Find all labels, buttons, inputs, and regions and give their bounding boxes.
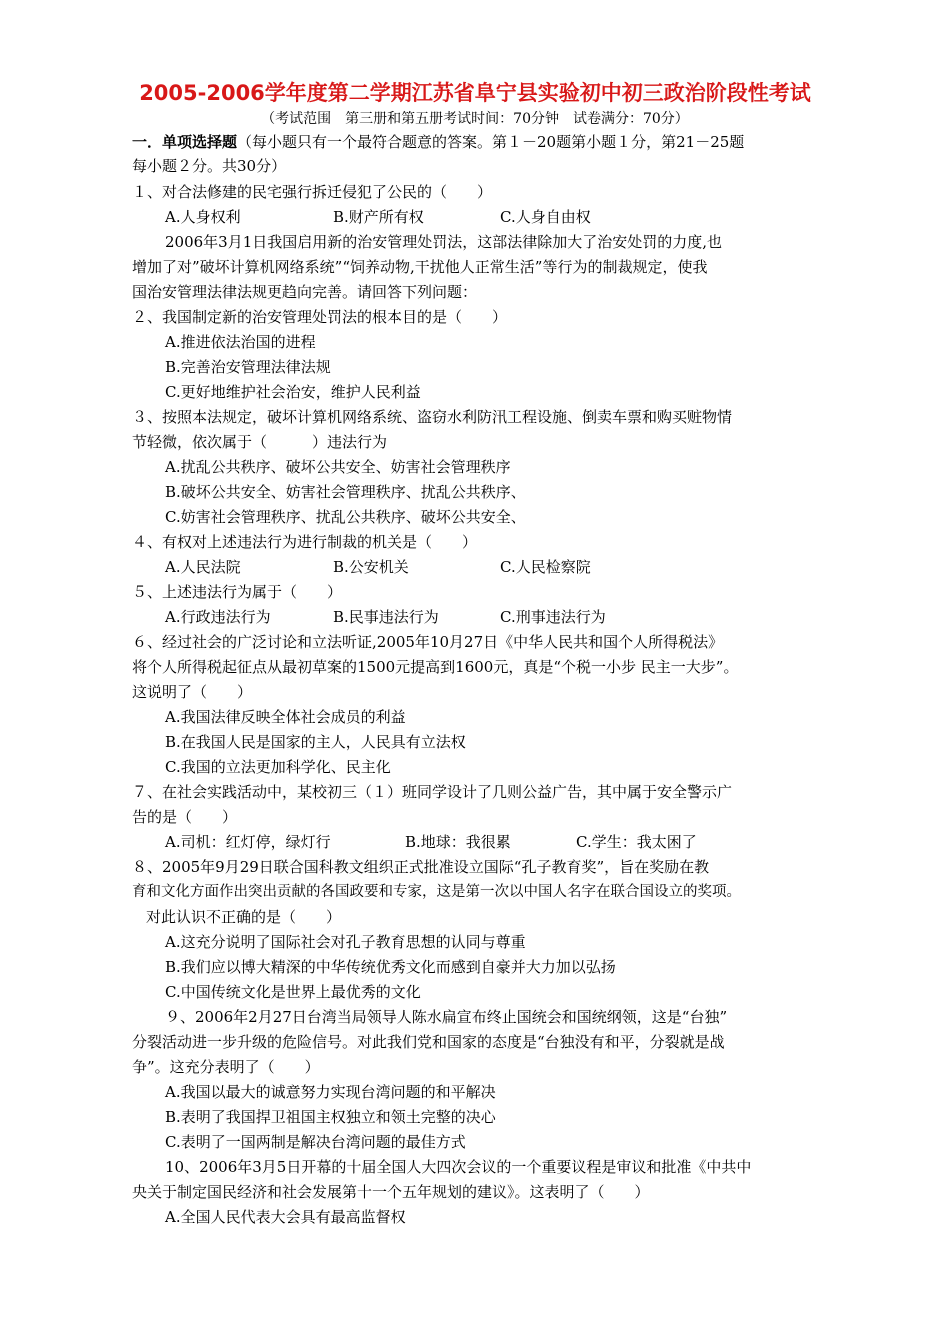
question-1-stem: １、对合法修建的民宅强行拆迁侵犯了公民的（ ） <box>132 183 493 201</box>
question-8-stem: ８、2005年9月29日联合国科教文组织正式批准设立国际“孔子教育奖”，旨在奖励在教 <box>132 858 710 876</box>
question-3-option-c: C.妨害社会管理秩序、扰乱公共秩序、破坏公共安全、 <box>165 508 526 526</box>
question-1-option-c: C.人身自由权 <box>500 208 591 226</box>
question-2-option-c: C.更好地维护社会治安，维护人民利益 <box>165 383 421 401</box>
passage-line-3: 国治安管理法律法规更趋向完善。请回答下列问题： <box>132 283 478 301</box>
question-9-option-b: B.表明了我国捍卫祖国主权独立和领土完整的决心 <box>165 1108 496 1126</box>
question-3-stem: ３、按照本法规定，破坏计算机网络系统、盗窃水利防汛工程设施、倒卖车票和购买赃物情 <box>132 408 733 426</box>
question-8-stem-cont-2: 对此认识不正确的是（ ） <box>146 908 342 926</box>
question-3-stem-cont: 节轻微，依次属于（ ）违法行为 <box>132 433 388 451</box>
question-10-stem-cont: 央关于制定国民经济和社会发展第十一个五年规划的建议》。这表明了（ ） <box>132 1183 650 1201</box>
question-8-option-a: A.这充分说明了国际社会对孔子教育思想的认同与尊重 <box>165 933 526 951</box>
question-4-option-b: B.公安机关 <box>333 558 409 576</box>
section-heading-line <box>132 130 744 154</box>
section-heading: 一．单项选择题 <box>132 133 238 151</box>
question-8-option-c: C.中国传统文化是世界上最优秀的文化 <box>165 983 421 1001</box>
question-1-option-a: A.人身权利 <box>165 208 241 226</box>
question-6-stem-cont-1: 将个人所得税起征点从最初草案的1500元提高到1600元，真是“个税一小步 民主一大步”。 <box>132 658 739 676</box>
question-9-stem-cont-1: 分裂活动进一步升级的危险信号。对此我们党和国家的态度是“台独没有和平，分裂就是战 <box>132 1033 725 1051</box>
question-2-option-b: B.完善治安管理法律法规 <box>165 358 331 376</box>
question-7-option-b: B.地球：我很累 <box>405 833 511 851</box>
question-5-stem: ５、上述违法行为属于（ ） <box>132 583 343 601</box>
question-6-stem: ６、经过社会的广泛讨论和立法听证,2005年10月27日《中华人民共和国个人所得税法》 <box>132 633 724 651</box>
question-1-option-b: B.财产所有权 <box>333 208 424 226</box>
question-2-stem: ２、我国制定新的治安管理处罚法的根本目的是（ ） <box>132 308 508 326</box>
question-4-stem: ４、有权对上述违法行为进行制裁的机关是（ ） <box>132 533 478 551</box>
section-instructions-cont: 每小题２分。共30分） <box>132 157 287 175</box>
question-7-stem: ７、在社会实践活动中，某校初三（１）班同学设计了几则公益广告，其中属于安全警示广 <box>132 783 733 801</box>
question-6-option-c: C.我国的立法更加科学化、民主化 <box>165 758 391 776</box>
exam-title: 2005-2006学年度第二学期江苏省阜宁县实验初中初三政治阶段性考试 <box>139 81 811 105</box>
question-8-option-b: B.我们应以博大精深的中华传统优秀文化而感到自豪并大力加以弘扬 <box>165 958 616 976</box>
question-9-stem: ９、2006年2月27日台湾当局领导人陈水扁宣布终止国统会和国统纲领，这是“台独” <box>165 1008 728 1026</box>
question-5-option-b: B.民事违法行为 <box>333 608 439 626</box>
question-6-stem-cont-2: 这说明了（ ） <box>132 683 253 701</box>
question-9-option-a: A.我国以最大的诚意努力实现台湾问题的和平解决 <box>165 1083 496 1101</box>
question-5-option-c: C.刑事违法行为 <box>500 608 606 626</box>
passage-line-2: 增加了对”破坏计算机网络系统”“饲养动物,干扰他人正常生活”等行为的制裁规定，使我 <box>132 258 708 276</box>
question-7-option-c: C.学生：我太困了 <box>576 833 697 851</box>
question-8-stem-cont-1: 育和文化方面作出突出贡献的各国政要和专家，这是第一次以中国人名字在联合国设立的奖项。 <box>132 884 741 900</box>
question-9-option-c: C.表明了一国两制是解决台湾问题的最佳方式 <box>165 1133 466 1151</box>
question-3-option-b: B.破坏公共安全、妨害社会管理秩序、扰乱公共秩序、 <box>165 483 526 501</box>
question-2-option-a: A.推进依法治国的进程 <box>165 333 316 351</box>
question-7-stem-cont: 告的是（ ） <box>132 808 238 826</box>
question-9-stem-cont-2: 争”。这充分表明了（ ） <box>132 1058 320 1076</box>
question-10-stem: 10、2006年3月5日开幕的十届全国人大四次会议的一个重要议程是审议和批准《中共中 <box>165 1158 752 1176</box>
passage-line-1: 2006年3月1日我国启用新的治安管理处罚法，这部法律除加大了治安处罚的力度,也 <box>165 233 723 251</box>
question-3-option-a: A.扰乱公共秩序、破坏公共安全、妨害社会管理秩序 <box>165 458 511 476</box>
question-10-option-a: A.全国人民代表大会具有最高监督权 <box>165 1208 406 1226</box>
question-6-option-b: B.在我国人民是国家的主人，人民具有立法权 <box>165 733 466 751</box>
question-4-option-c: C.人民检察院 <box>500 558 591 576</box>
question-6-option-a: A.我国法律反映全体社会成员的利益 <box>165 708 406 726</box>
question-5-option-a: A.行政违法行为 <box>165 608 271 626</box>
question-4-option-a: A.人民法院 <box>165 558 241 576</box>
section-instructions: （每小题只有一个最符合题意的答案。第１－20题第小题１分，第21－25题 <box>237 133 745 151</box>
question-7-option-a: A.司机：红灯停，绿灯行 <box>165 833 331 851</box>
exam-subtitle: （考试范围 第三册和第五册考试时间：70分钟 试卷满分：70分） <box>261 111 689 127</box>
